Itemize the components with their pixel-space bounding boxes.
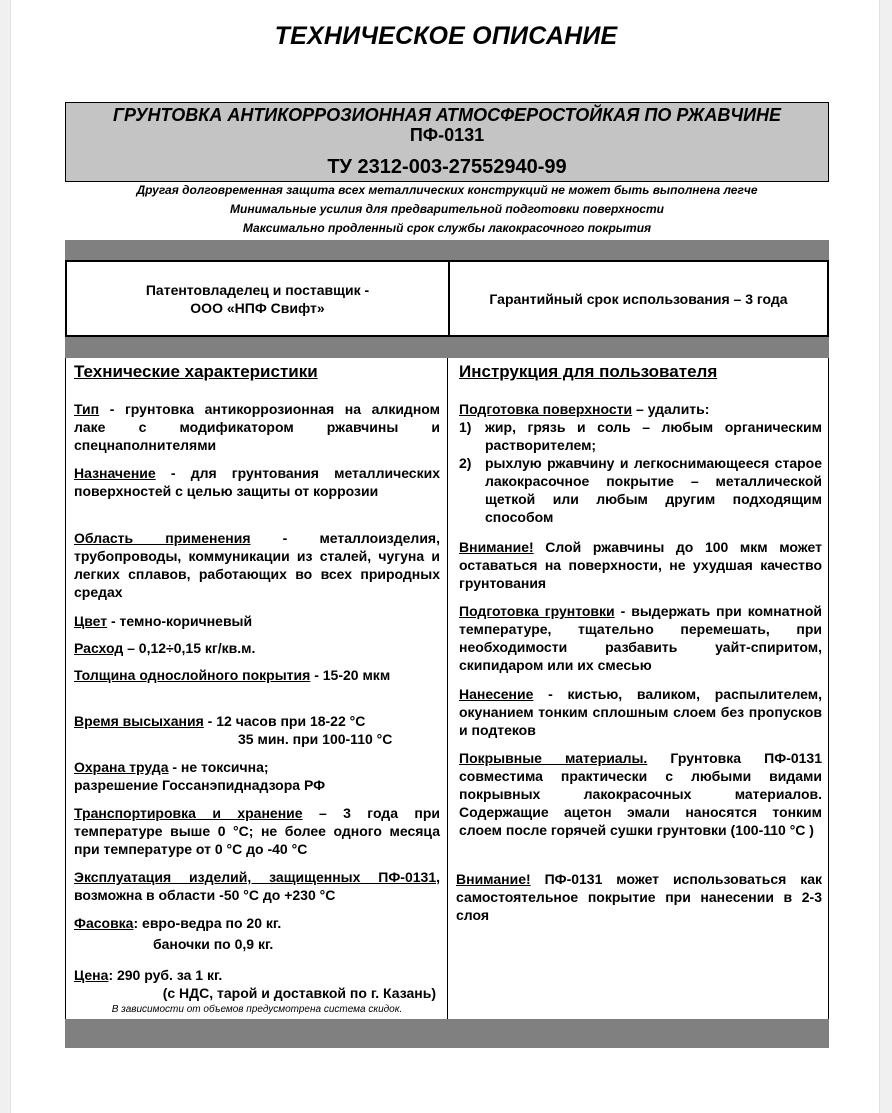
spec-usage (74, 639, 440, 657)
spec-drying-text-1: - 12 часов при 18-22 °С (203, 713, 366, 729)
spec-thickness (74, 666, 440, 684)
spec-transport (74, 804, 440, 858)
attention-standalone-label: Внимание! (456, 871, 531, 887)
spec-transport-text: – 3 года при температуре выше 0 °С; не более одного месяца при температуре от 0 °С до -40 °С (74, 805, 440, 857)
tagline-3: Максимально продленный срок службы лакокрасочного покрытия (242, 221, 652, 235)
product-code: ПФ-0131 (409, 125, 485, 145)
spec-packing-text-1: : евро-ведра по 20 кг. (133, 915, 282, 931)
gray-separator-top (65, 240, 829, 260)
list-item (459, 418, 822, 454)
list-item-text: рыхлую ржавчину и легкоснимающееся старое лакокрасочное покрытие – металлической щеткой или любым другим подходящим способом (485, 455, 822, 525)
document-page (10, 0, 880, 1113)
list-item (459, 454, 822, 526)
spec-transport-label: Транспортировка и хранение (74, 805, 303, 821)
spec-thickness-text: - 15-20 мкм (310, 667, 391, 683)
surface-prep-label: Подготовка поверхности (459, 401, 633, 417)
attention-standalone-text: ПФ-0131 может использоваться как самостоятельное покрытие при нанесении в 2-3 слоя (456, 871, 822, 923)
application (459, 685, 822, 739)
document-title: ТЕХНИЧЕСКОЕ ОПИСАНИЕ (274, 22, 618, 50)
spec-color (74, 612, 440, 630)
warranty-text: Гарантийный срок использования – 3 года (489, 290, 788, 307)
product-name: ГРУНТОВКА АНТИКОРРОЗИОННАЯ АТМОСФЕРОСТОЙКАЯ ПО РЖАВЧИНЕ (112, 105, 782, 125)
content-box (65, 358, 829, 1019)
application-label: Нанесение (459, 686, 534, 702)
primer-prep (459, 602, 822, 674)
application-text: - кистью, валиком, распылителем, окунанием тонким сплошным слоем без пропусков и подтеков (459, 686, 822, 738)
warranty-cell (450, 262, 827, 335)
spec-usage-label: Расход (74, 640, 124, 656)
spec-purpose-text: - для грунтования металлических поверхностей с целью защиты от коррозии (74, 465, 440, 499)
spec-thickness-label: Толщина однослойного покрытия (74, 667, 311, 683)
instructions-heading: Инструкция для пользователя (459, 362, 718, 381)
spec-drying-text-2: 35 мин. при 100-110 °С (238, 731, 393, 747)
spec-packing (74, 914, 440, 953)
spec-drying-label: Время высыхания (74, 713, 204, 729)
spec-area (74, 529, 440, 601)
list-item-number: 1) (459, 419, 472, 435)
spec-drying (74, 712, 440, 748)
spec-safety-text-1: - не токсична; (168, 759, 269, 775)
tagline-2: Минимальные усилия для предварительной подготовки поверхности (230, 202, 664, 216)
spec-price (74, 966, 440, 1002)
cover-materials-label: Покрывные материалы. (459, 750, 648, 766)
spec-usage-text: – 0,12÷0,15 кг/кв.м. (123, 640, 256, 656)
spec-operation-text: возможна в области -50 °С до +230 °С (74, 887, 336, 903)
spec-safety (74, 758, 440, 794)
attention-rust-text: Слой ржавчины до 100 мкм может оставаться на поверхности, не ухудшая качество грунтования (459, 539, 822, 591)
surface-prep (459, 400, 822, 526)
attention-rust-label: Внимание! (459, 539, 534, 555)
specs-heading: Технические характеристики (74, 362, 318, 381)
list-item-text: жир, грязь и соль – любым органическим растворителем; (485, 419, 822, 453)
gray-separator-bottom (65, 1019, 829, 1048)
supplier-line-1: Патентовладелец и поставщик - (145, 281, 370, 298)
discount-note: В зависимости от объемов предусмотрена система скидок. (111, 1004, 403, 1015)
spec-price-label: Цена (74, 967, 109, 983)
surface-prep-text: – удалить: (632, 401, 710, 417)
spec-purpose (74, 464, 440, 500)
spec-type-text: - грунтовка антикоррозионная на алкидном лаке с модификатором ржавчины и спецнаполнителями (74, 401, 440, 453)
spec-price-text-1: : 290 руб. за 1 кг. (108, 967, 223, 983)
primer-prep-label: Подготовка грунтовки (459, 603, 615, 619)
cover-materials (459, 749, 822, 839)
spec-type-label: Тип (74, 401, 100, 417)
column-divider (447, 358, 448, 1019)
spec-type (74, 400, 440, 454)
spec-safety-label: Охрана труда (74, 759, 169, 775)
spec-purpose-label: Назначение (74, 465, 156, 481)
info-box (65, 260, 829, 337)
spec-packing-label: Фасовка (74, 915, 134, 931)
attention-rust (459, 538, 822, 592)
spec-color-text: - темно-коричневый (107, 613, 253, 629)
gray-separator-middle (65, 337, 829, 358)
spec-packing-text-2: баночки по 0,9 кг. (153, 936, 274, 952)
cover-materials-text: Грунтовка ПФ-0131 совместима практически с любыми видами покрывных лакокрасочных материалов. Содержащие ацетон эмали наносятся тонким слоем после горячей сушки грунтовки (100-110 °С ) (459, 750, 822, 838)
spec-area-text: - металлоизделия, трубопроводы, коммуникации из сталей, чугуна и легких сплавов, работающих во всех природных средах (74, 530, 440, 600)
supplier-cell (67, 262, 448, 335)
spec-safety-text-2: разрешение Госсанэпиднадзора РФ (74, 777, 326, 793)
spec-color-label: Цвет (74, 613, 108, 629)
spec-price-text-2: (с НДС, тарой и доставкой по г. Казань) (162, 985, 436, 1001)
supplier-line-2: ООО «НПФ Свифт» (190, 299, 325, 316)
product-tu: ТУ 2312-003-27552940-99 (327, 156, 567, 178)
attention-standalone (456, 870, 822, 924)
tagline-1: Другая долговременная защита всех металлических конструкций не может быть выполнена легче (136, 183, 758, 197)
spec-operation-label: Эксплуатация изделий, защищенных ПФ-0131, (74, 869, 440, 885)
product-header-box (65, 102, 829, 182)
spec-operation (74, 868, 440, 904)
spec-area-label: Область применения (74, 530, 251, 546)
primer-prep-text: - выдержать при комнатной температуре, тщательно перемешать, при необходимости разбавить уайт-спиритом, скипидаром или их смесью (459, 603, 822, 673)
list-item-number: 2) (459, 455, 472, 471)
